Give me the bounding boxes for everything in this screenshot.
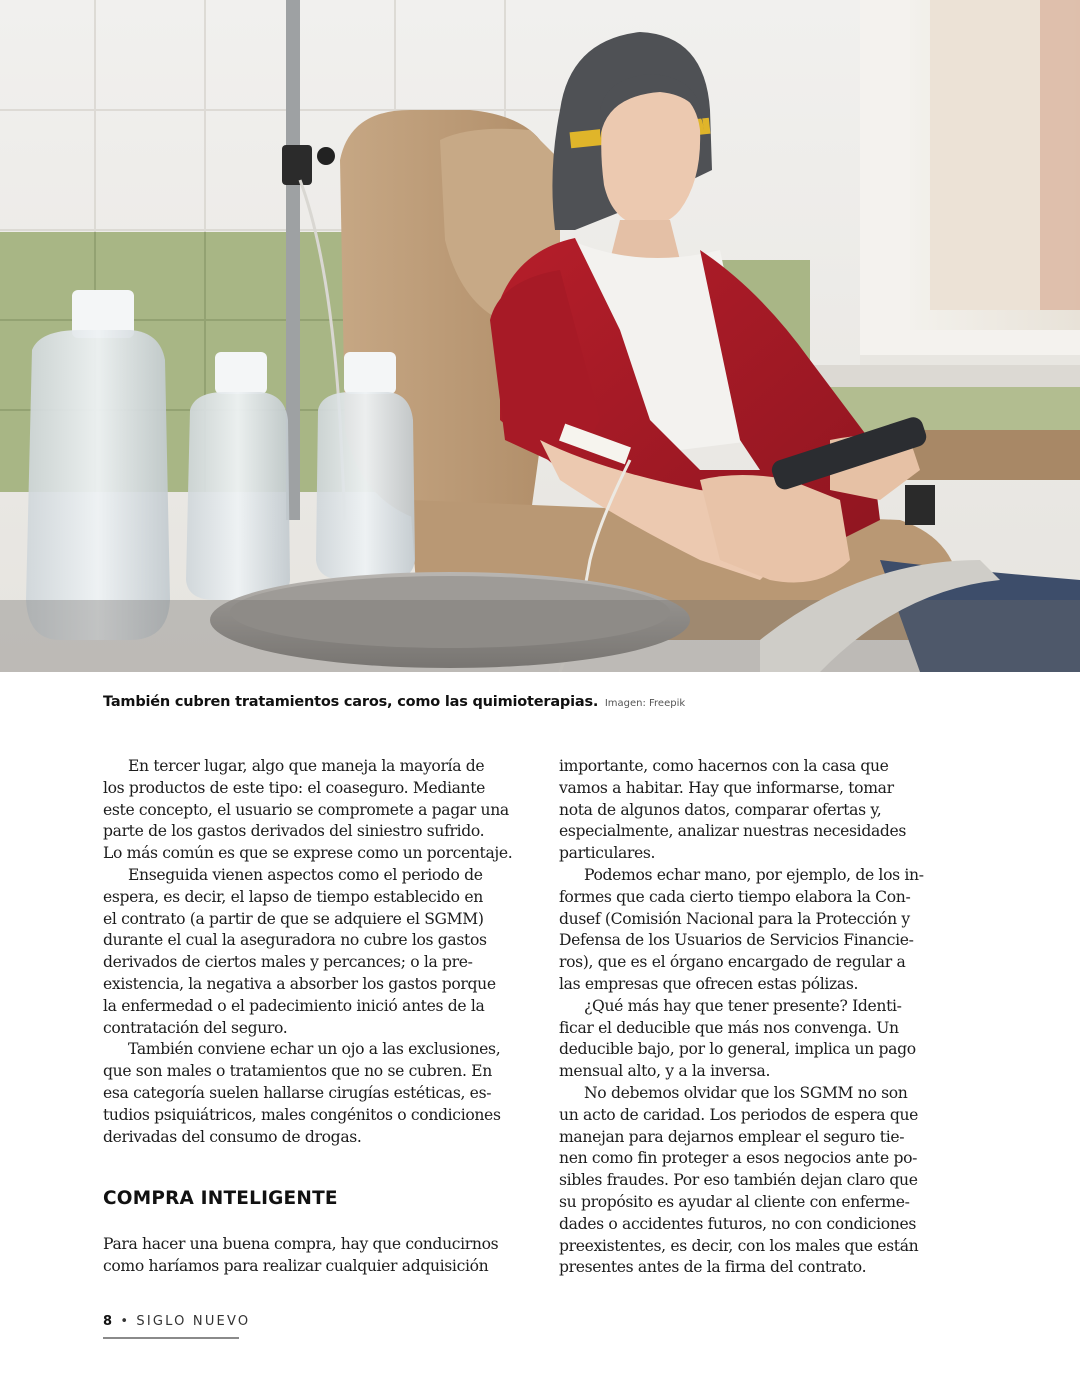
text-line: importante, como hacernos con la casa que <box>559 757 889 775</box>
text-line: sibles fraudes. Por eso también dejan claro que <box>559 1171 918 1190</box>
text-line: formes que cada cierto tiempo elabora la Con- <box>559 887 911 906</box>
text-line: vamos a habitar. Hay que informarse, tomar <box>559 778 894 797</box>
text-line: derivadas del consumo de drogas. <box>103 1127 362 1146</box>
chemotherapy-photo-illustration <box>0 0 1080 672</box>
text-line: ficar el deducible que más nos convenga. Un <box>559 1018 899 1037</box>
text-line: la enfermedad o el padecimiento inició antes de la <box>103 996 485 1015</box>
text-line: Para hacer una buena compra, hay que conducirnos <box>103 1235 499 1253</box>
text-line: las empresas que ofrecen estas pólizas. <box>559 974 859 993</box>
text-line: como haríamos para realizar cualquier adquisición <box>103 1256 489 1275</box>
text-line: dades o accidentes futuros, no con condiciones <box>559 1214 917 1233</box>
text-line: También conviene echar un ojo a las exclusiones, <box>128 1040 501 1059</box>
text-line: No debemos olvidar que los SGMM no son <box>584 1083 908 1102</box>
text-line: contratación del seguro. <box>103 1018 288 1037</box>
text-line: espera, es decir, el lapso de tiempo establecido en <box>103 887 483 906</box>
left-column-continued <box>103 1234 519 1278</box>
footer-separator: • <box>120 1314 129 1329</box>
text-line: el contrato (a partir de que se adquiere el SGMM) <box>103 909 484 928</box>
text-line: este concepto, el usuario se compromete a pagar una <box>103 800 509 819</box>
text-line: mensual alto, y a la inversa. <box>559 1062 771 1081</box>
text-line: Lo más común es que se exprese como un porcentaje. <box>103 844 513 863</box>
right-column <box>559 756 944 1279</box>
caption-credit: Imagen: Freepik <box>604 698 686 709</box>
text-line: Enseguida vienen aspectos como el periodo de <box>128 865 483 884</box>
text-line: derivados de ciertos males y percances; o la pre- <box>103 953 473 972</box>
text-line: deducible bajo, por lo general, implica un pago <box>559 1040 916 1059</box>
section-heading: COMPRA INTELIGENTE <box>103 1188 338 1209</box>
text-line: los productos de este tipo: el coaseguro. Mediante <box>103 778 486 797</box>
publication-name: SIGLO NUEVO <box>136 1314 251 1329</box>
text-line: ros), que es el órgano encargado de regular a <box>559 953 906 972</box>
caption-text: También cubren tratamientos caros, como las quimioterapias. <box>103 694 599 710</box>
left-column <box>103 756 519 1148</box>
text-line: manejan para dejarnos emplear el seguro tie- <box>559 1127 905 1146</box>
text-line: preexistentes, es decir, con los males que están <box>559 1236 919 1255</box>
footer-rule <box>103 1337 239 1339</box>
page-number: 8 <box>103 1314 113 1329</box>
text-line: especialmente, analizar nuestras necesidades <box>559 822 907 841</box>
text-line: durante el cual la aseguradora no cubre los gastos <box>103 931 487 950</box>
text-line: Podemos echar mano, por ejemplo, de los in- <box>584 865 924 884</box>
text-line: nen como fin proteger a esos negocios ante po- <box>559 1149 918 1168</box>
text-line: Defensa de los Usuarios de Servicios Financie- <box>559 931 914 950</box>
text-line: dusef (Comisión Nacional para la Protección y <box>559 909 910 928</box>
page-footer <box>103 1314 250 1329</box>
text-line: En tercer lugar, algo que maneja la mayoría de <box>128 757 485 775</box>
photo-caption <box>103 692 1003 714</box>
text-line: nota de algunos datos, comparar ofertas y, <box>559 800 882 819</box>
text-line: esa categoría suelen hallarse cirugías estéticas, es- <box>103 1083 492 1102</box>
text-line: que son males o tratamientos que no se cubren. En <box>103 1062 492 1081</box>
text-line: existencia, la negativa a absorber los gastos porque <box>103 974 496 993</box>
text-line: su propósito es ayudar al cliente con enferme- <box>559 1192 910 1211</box>
text-line: tudios psiquiátricos, males congénitos o condiciones <box>103 1105 501 1124</box>
text-line: particulares. <box>559 844 656 863</box>
text-line: un acto de caridad. Los periodos de espera que <box>559 1105 919 1124</box>
text-line: parte de los gastos derivados del siniestro sufrido. <box>103 822 485 841</box>
text-line: presentes antes de la firma del contrato. <box>559 1258 867 1277</box>
text-line: ¿Qué más hay que tener presente? Identi- <box>584 996 902 1015</box>
article-photo <box>0 0 1080 672</box>
